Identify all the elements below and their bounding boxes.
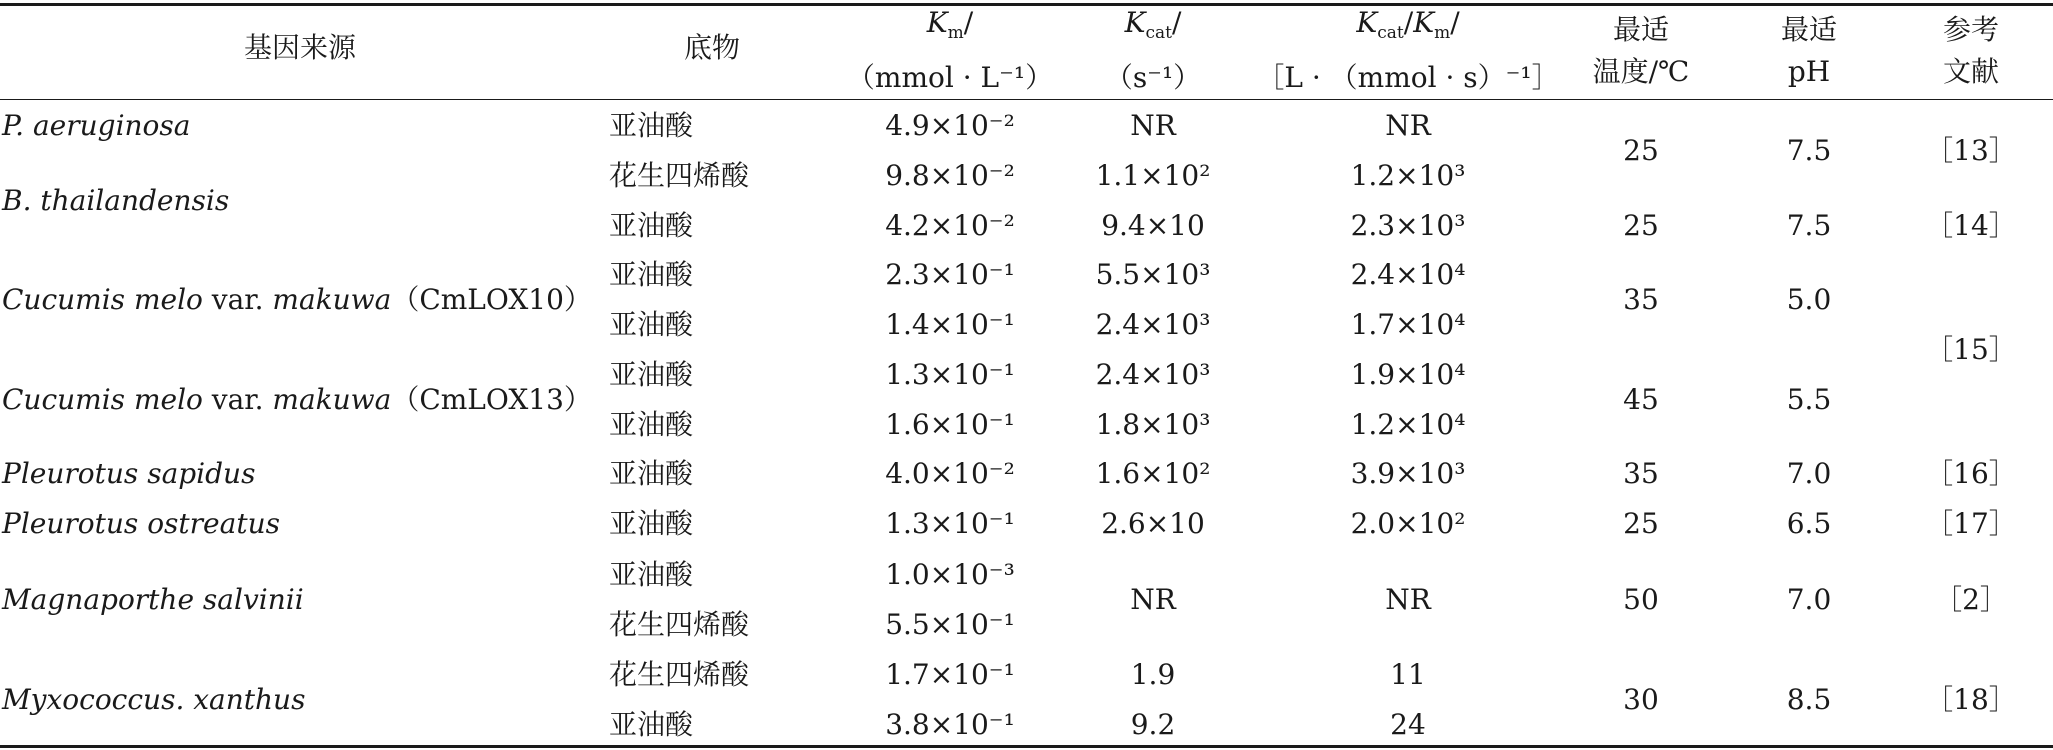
cell-substrate: 亚油酸 — [609, 408, 694, 441]
ph-magnaporthe: 7.0 — [1786, 583, 1832, 616]
cell-substrate: 亚油酸 — [609, 209, 694, 242]
cell-kcat: 2.4×10³ — [1095, 358, 1211, 391]
cell-kcat: 1.6×10² — [1095, 457, 1211, 490]
source-pleurotus-sapidus: Pleurotus sapidus — [2, 457, 256, 490]
cell-kcat-km: 24 — [1390, 708, 1426, 741]
table-bottom-rule — [0, 745, 2053, 748]
source-myxococcus-xanthus: Myxococcus. xanthus — [2, 683, 306, 716]
ph-pleurotus-ostreatus: 6.5 — [1786, 507, 1832, 540]
cell-substrate: 花生四烯酸 — [609, 608, 750, 641]
cell-substrate: 亚油酸 — [609, 258, 694, 291]
cell-km: 4.0×10⁻² — [885, 457, 1015, 490]
temp-magnaporthe: 50 — [1623, 583, 1659, 616]
ph-p-aeruginosa: 7.5 — [1786, 134, 1832, 167]
source-p-aeruginosa: P. aeruginosa — [2, 109, 191, 142]
source-b-thailandensis: B. thailandensis — [2, 184, 230, 217]
table-top-rule — [0, 3, 2053, 6]
kcat-magnaporthe: NR — [1130, 583, 1176, 616]
cell-kcat-km: 1.9×10⁴ — [1350, 358, 1466, 391]
cell-kcat: 9.2 — [1130, 708, 1176, 741]
cell-km: 1.4×10⁻¹ — [885, 308, 1015, 341]
cell-kcat-km: 2.0×10² — [1350, 507, 1466, 540]
temp-cmlox10: 35 — [1623, 283, 1659, 316]
ph-pleurotus-sapidus: 7.0 — [1786, 457, 1832, 490]
ph-b-thailandensis: 7.5 — [1786, 209, 1832, 242]
cell-km: 5.5×10⁻¹ — [885, 608, 1015, 641]
source-cucumis-cmlox10: Cucumis melo var. makuwa（CmLOX10） — [2, 283, 592, 316]
cell-substrate: 亚油酸 — [609, 457, 694, 490]
header-km-unit: （mmol · L⁻¹） — [846, 61, 1054, 94]
header-ratio: $K_{cat}/K_m/$ — [1356, 6, 1460, 43]
cell-substrate: 花生四烯酸 — [609, 159, 750, 192]
temp-pleurotus-sapidus: 35 — [1623, 457, 1659, 490]
cell-substrate: 亚油酸 — [609, 507, 694, 540]
ref-myxococcus: ［18］ — [1925, 683, 2017, 716]
temp-pleurotus-ostreatus: 25 — [1623, 507, 1659, 540]
header-km: $K_m/$ — [926, 6, 974, 43]
source-cucumis-cmlox13: Cucumis melo var. makuwa（CmLOX13） — [2, 383, 592, 416]
temp-p-aeruginosa: 25 — [1623, 134, 1659, 167]
header-ph-2: pH — [1787, 55, 1831, 88]
header-kcat-unit: （s⁻¹） — [1104, 61, 1202, 94]
ph-myxococcus: 8.5 — [1786, 683, 1832, 716]
cell-kcat-km: 1.2×10³ — [1350, 159, 1466, 192]
header-source: 基因来源 — [243, 31, 357, 64]
ref-cucumis: ［15］ — [1925, 333, 2017, 366]
ref-pleurotus-sapidus: ［16］ — [1925, 457, 2017, 490]
cell-km: 4.9×10⁻² — [885, 109, 1015, 142]
cell-kcat-km: 2.3×10³ — [1350, 209, 1466, 242]
cell-km: 2.3×10⁻¹ — [885, 258, 1015, 291]
cell-km: 1.0×10⁻³ — [885, 558, 1015, 591]
ph-cmlox10: 5.0 — [1786, 283, 1832, 316]
cell-km: 3.8×10⁻¹ — [885, 708, 1015, 741]
header-kcat: $K_{cat}/$ — [1124, 6, 1182, 43]
cell-kcat: 2.6×10 — [1101, 507, 1205, 540]
cell-kcat: NR — [1130, 109, 1176, 142]
cell-kcat: 1.1×10² — [1095, 159, 1211, 192]
temp-cmlox13: 45 — [1623, 383, 1659, 416]
table-header-rule — [0, 99, 2053, 100]
ref-b-thailandensis: ［14］ — [1925, 209, 2017, 242]
cell-km: 1.3×10⁻¹ — [885, 358, 1015, 391]
header-ratio-unit: ［L · （mmol · s）⁻¹］ — [1256, 61, 1560, 94]
source-pleurotus-ostreatus: Pleurotus ostreatus — [2, 507, 280, 540]
ref-pleurotus-ostreatus: ［17］ — [1925, 507, 2017, 540]
cell-substrate: 亚油酸 — [609, 558, 694, 591]
temp-b-thailandensis: 25 — [1623, 209, 1659, 242]
header-ref-1: 参考 — [1942, 13, 2000, 46]
cell-km: 1.6×10⁻¹ — [885, 408, 1015, 441]
ref-magnaporthe: ［2］ — [1934, 583, 2008, 616]
cell-kcat-km: NR — [1385, 109, 1431, 142]
cell-kcat-km: 1.2×10⁴ — [1350, 408, 1466, 441]
cell-substrate: 亚油酸 — [609, 358, 694, 391]
cell-substrate: 亚油酸 — [609, 708, 694, 741]
header-temp-1: 最适 — [1612, 13, 1670, 46]
cell-kcat-km: 11 — [1390, 658, 1426, 691]
cell-km: 9.8×10⁻² — [885, 159, 1015, 192]
cell-kcat: 1.8×10³ — [1095, 408, 1211, 441]
cell-kcat-km: 2.4×10⁴ — [1350, 258, 1466, 291]
cell-substrate: 亚油酸 — [609, 109, 694, 142]
ratio-magnaporthe: NR — [1385, 583, 1431, 616]
cell-kcat-km: 3.9×10³ — [1350, 457, 1466, 490]
cell-kcat-km: 1.7×10⁴ — [1350, 308, 1466, 341]
source-magnaporthe-salvinii: Magnaporthe salvinii — [2, 583, 304, 616]
header-ph-1: 最适 — [1780, 13, 1838, 46]
cell-km: 1.3×10⁻¹ — [885, 507, 1015, 540]
ph-cmlox13: 5.5 — [1786, 383, 1832, 416]
ref-p-aeruginosa: ［13］ — [1925, 134, 2017, 167]
temp-myxococcus: 30 — [1623, 683, 1659, 716]
header-substrate: 底物 — [683, 31, 741, 64]
header-temp-2: 温度/℃ — [1592, 55, 1690, 88]
cell-km: 1.7×10⁻¹ — [885, 658, 1015, 691]
cell-kcat: 5.5×10³ — [1095, 258, 1211, 291]
cell-kcat: 9.4×10 — [1101, 209, 1205, 242]
cell-kcat: 2.4×10³ — [1095, 308, 1211, 341]
header-ref-2: 文献 — [1942, 55, 2000, 88]
cell-kcat: 1.9 — [1130, 658, 1176, 691]
cell-substrate: 亚油酸 — [609, 308, 694, 341]
cell-km: 4.2×10⁻² — [885, 209, 1015, 242]
cell-substrate: 花生四烯酸 — [609, 658, 750, 691]
